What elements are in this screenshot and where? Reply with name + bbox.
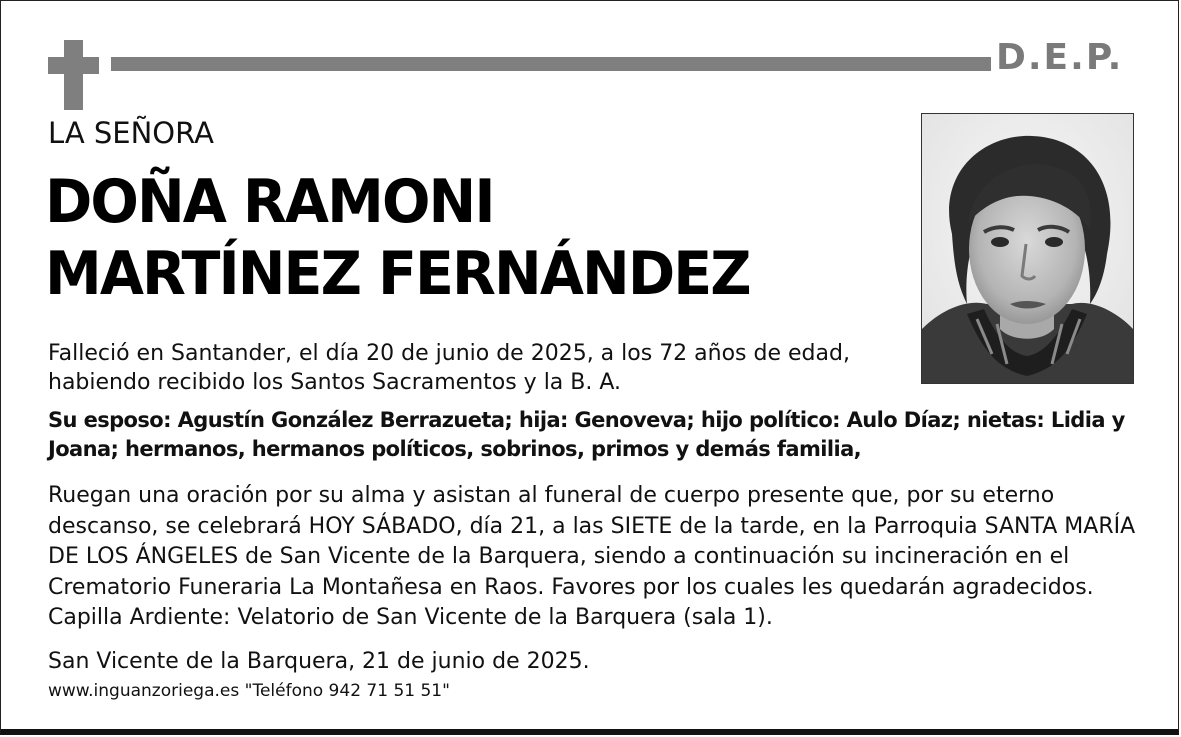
cross-icon-bar [48, 57, 99, 74]
portrait-illustration [922, 114, 1133, 383]
deceased-name [45, 166, 750, 310]
portrait-photo [921, 113, 1134, 384]
place-date: San Vicente de la Barquera, 21 de junio de 2025. [48, 649, 590, 674]
death-line-1: Falleció en Santander, el día 20 de junio de 2025, a los 72 años de edad, [48, 341, 850, 366]
death-statement [48, 339, 908, 397]
contact-line: www.inguanzoriega.es "Teléfono 942 71 51 51" [48, 681, 450, 701]
cross-icon [64, 40, 83, 110]
funeral-details: Ruegan una oración por su alma y asistan al funeral de cuerpo presente que, por su eterno descanso, se celebrará HOY SÁBADO, día 21, a las SIETE de la tarde, en la Parroquia SANTA MARÍA DE LOS ÁNGELES de San Vicente de la Barquera, siendo a continuación su incineración en el Crematorio Funeraria La Montañesa en Raos. Favores por los cuales les quedarán agradecidos. Capilla Ardiente: Velatorio de San Vicente de la Barquera (sala 1). [48, 483, 1136, 630]
header-rule [111, 57, 991, 71]
name-line-1: DOÑA RAMONI [45, 167, 494, 237]
honorific: LA SEÑORA [48, 116, 214, 150]
death-line-2: habiendo recibido los Santos Sacramentos y la B. A. [48, 370, 622, 395]
name-line-2: MARTÍNEZ FERNÁNDEZ [45, 239, 750, 309]
family-list: Su esposo: Agustín González Berrazueta; hija: Genoveva; hijo político: Aulo Díaz; nietas: Lidia y Joana; hermanos, hermanos políticos, sobrinos, primos y demás familia, [48, 408, 1125, 461]
dep-label: D.E.P. [996, 37, 1124, 78]
